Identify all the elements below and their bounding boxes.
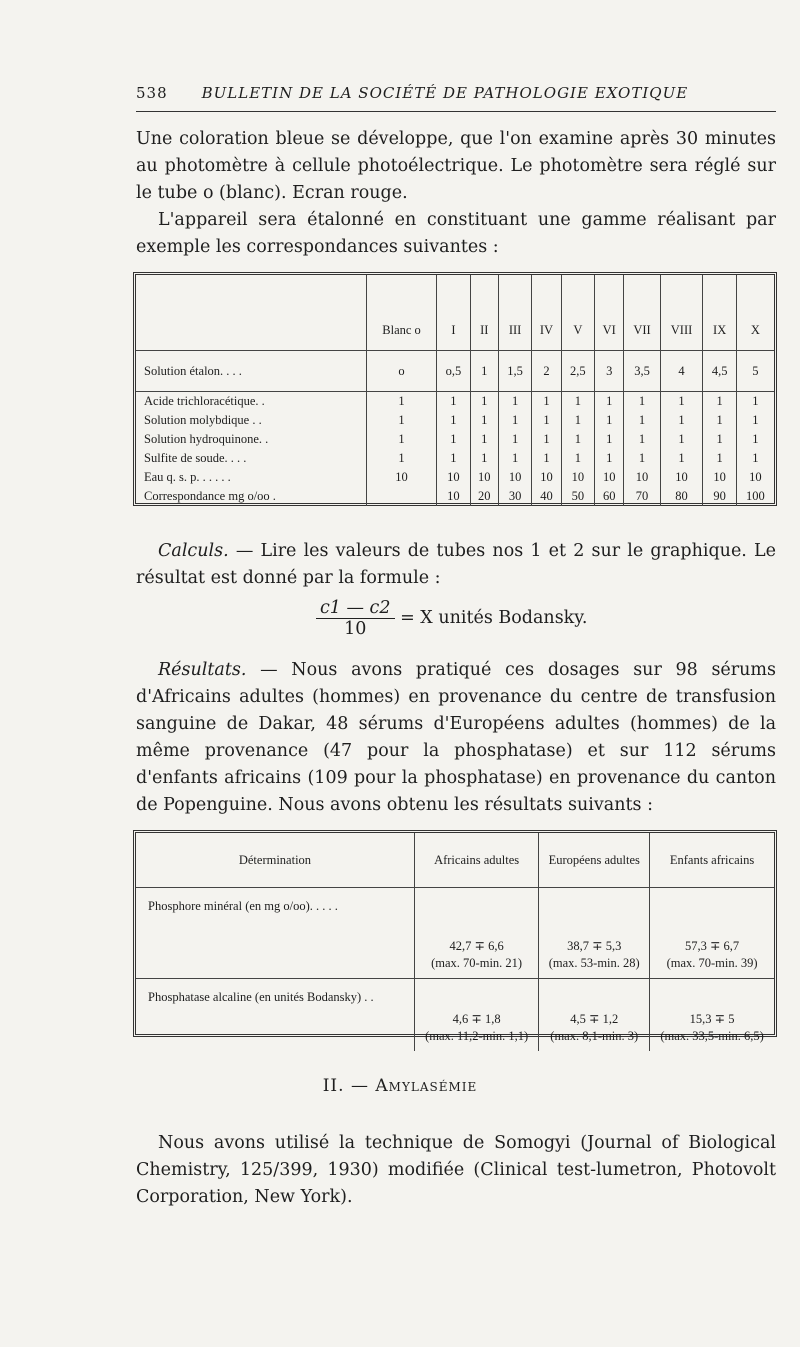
table-cell: 1 — [561, 411, 594, 430]
table-cell: 5 — [736, 351, 774, 392]
section-number: II. — [322, 1076, 345, 1096]
table-cell: 1 — [595, 430, 624, 449]
table-cell: 10 — [595, 468, 624, 487]
table-cell: 1 — [437, 449, 470, 468]
mean-value: 15,3 ∓ 5 — [689, 1012, 735, 1026]
paragraph-photometre: Une coloration bleue se développe, que l'on examine après 30 minutes au photomètre à cellule photoélectrique. Le photomètre sera réglé sur le tube o (blanc). Ecran rouge. — [136, 129, 776, 203]
table-cell: 1 — [532, 430, 561, 449]
table-cell: 1 — [736, 430, 774, 449]
row-label: Acide trichloracétique. . — [144, 394, 265, 408]
table-cell: 20 — [470, 487, 498, 506]
table-cell: 1 — [561, 430, 594, 449]
column-header: IX — [703, 275, 736, 351]
table-cell: 1 — [498, 392, 531, 412]
row-label: Solution hydroquinone. . — [144, 432, 269, 446]
table-cell: 1 — [498, 411, 531, 430]
table-cell: 1 — [660, 449, 703, 468]
calibration-table — [133, 272, 777, 506]
table-cell: 10 — [532, 468, 561, 487]
table-cell: 1 — [561, 392, 594, 412]
table-cell: 1 — [470, 392, 498, 412]
table-row — [136, 392, 774, 412]
table-row — [136, 411, 774, 430]
table-cell: 1 — [703, 411, 736, 430]
table-cell: 1 — [703, 430, 736, 449]
table-cell: 1 — [624, 449, 660, 468]
table-cell: 30 — [498, 487, 531, 506]
result-cell — [650, 888, 774, 979]
table-cell: 1 — [470, 430, 498, 449]
column-header: V — [561, 275, 594, 351]
table-cell: 10 — [498, 468, 531, 487]
table-cell: 1 — [736, 392, 774, 412]
table-cell: 1 — [703, 449, 736, 468]
table-cell: 100 — [736, 487, 774, 506]
bodansky-formula — [316, 598, 587, 639]
paragraph-etalonnage: L'appareil sera étalonné en constituant une gamme réalisant par exemple les correspondances suivantes : — [136, 210, 776, 257]
table-row — [136, 888, 774, 979]
table-cell — [366, 487, 436, 506]
row-label: Correspondance mg o/oo . — [144, 489, 276, 503]
table-cell: 10 — [470, 468, 498, 487]
row-label: Phosphatase alcaline (en unités Bodansky) . . — [148, 990, 374, 1004]
column-header: I — [437, 275, 470, 351]
table-cell: 1 — [532, 411, 561, 430]
table-cell: 1 — [595, 449, 624, 468]
calculs-heading: Calculs. — [158, 541, 229, 561]
table-cell: 1 — [532, 392, 561, 412]
table-cell: 1 — [470, 411, 498, 430]
table-cell: 1 — [498, 430, 531, 449]
column-header: X — [736, 275, 774, 351]
range-value: (max. 70-min. 39) — [666, 956, 758, 970]
running-header — [136, 84, 776, 102]
row-label-header — [136, 275, 366, 351]
table-row — [136, 449, 774, 468]
resultats-heading: Résultats. — [158, 660, 247, 680]
result-cell — [414, 888, 538, 979]
paragraph-calculs — [136, 538, 776, 592]
table-row — [136, 468, 774, 487]
column-header: Blanc o — [366, 275, 436, 351]
table-cell: 1 — [660, 411, 703, 430]
column-header: IV — [532, 275, 561, 351]
table-cell: o — [366, 351, 436, 392]
result-cell — [414, 979, 538, 1052]
table-cell: 90 — [703, 487, 736, 506]
results-table — [133, 830, 777, 1043]
column-header: Détermination — [136, 833, 414, 888]
table-cell: 4 — [660, 351, 703, 392]
table-cell: 1 — [624, 430, 660, 449]
table-cell: 4,5 — [703, 351, 736, 392]
table-cell: 10 — [736, 468, 774, 487]
table-cell: 10 — [624, 468, 660, 487]
table-cell: o,5 — [437, 351, 470, 392]
row-label: Solution molybdique . . — [144, 413, 262, 427]
table-cell: 1 — [595, 411, 624, 430]
result-cell — [650, 979, 774, 1052]
table-cell: 10 — [437, 468, 470, 487]
section-title: Amylasémie — [375, 1076, 478, 1096]
table-cell: 1 — [498, 449, 531, 468]
table-cell: 1 — [703, 392, 736, 412]
table-cell: 1 — [660, 430, 703, 449]
table-cell: 1 — [366, 411, 436, 430]
table-cell: 40 — [532, 487, 561, 506]
result-cell — [539, 888, 650, 979]
mean-value: 38,7 ∓ 5,3 — [567, 939, 622, 953]
table-cell: 1 — [366, 449, 436, 468]
table-cell: 1 — [736, 411, 774, 430]
column-header: III — [498, 275, 531, 351]
formula-denominator: 10 — [344, 619, 367, 639]
table-cell: 1 — [437, 392, 470, 412]
table-cell: 1 — [595, 392, 624, 412]
mean-value: 42,7 ∓ 6,6 — [449, 939, 504, 953]
formula-result: = X unités Bodansky. — [400, 608, 588, 628]
table-cell: 1 — [437, 430, 470, 449]
resultats-text: — Nous avons pratiqué ces dosages sur 98 sérums d'Africains adultes (hommes) en provenance du centre de transfusion sanguine de Dakar, 48 sérums d'Européens adultes (hommes) de la même provenance (47 pour la phosphatase) et sur 112 sérums d'enfants africains (109 pour la phosphatase) en provenance du canton de Popenguine. Nous avons obtenu les résultats suivants : — [136, 660, 776, 815]
range-value: (max. 70-min. 21) — [431, 956, 523, 970]
range-value: (max. 8,1-min. 3) — [550, 1029, 639, 1043]
section-dash: — — [350, 1076, 369, 1096]
column-header: Européens adultes — [539, 833, 650, 888]
table-cell: 60 — [595, 487, 624, 506]
table-cell: 1 — [470, 351, 498, 392]
mean-value: 57,3 ∓ 6,7 — [684, 939, 740, 953]
paragraph-resultats — [136, 657, 776, 819]
table-cell: 10 — [366, 468, 436, 487]
column-header: VIII — [660, 275, 703, 351]
page-number: 538 — [136, 84, 168, 102]
running-title: BULLETIN DE LA SOCIÉTÉ DE PATHOLOGIE EXOTIQUE — [201, 84, 689, 102]
column-header: VI — [595, 275, 624, 351]
table-cell: 1,5 — [498, 351, 531, 392]
column-header: VII — [624, 275, 660, 351]
table-cell: 1 — [437, 411, 470, 430]
table-cell: 3 — [595, 351, 624, 392]
table-cell: 1 — [366, 430, 436, 449]
table-cell: 1 — [366, 392, 436, 412]
calculs-text: — Lire les valeurs de tubes nos 1 et 2 sur le graphique. Le résultat est donné par la formule : — [136, 541, 776, 588]
table-cell: 2 — [532, 351, 561, 392]
table-cell: 10 — [660, 468, 703, 487]
column-header: Enfants africains — [650, 833, 774, 888]
column-header: II — [470, 275, 498, 351]
mean-value: 4,6 ∓ 1,8 — [452, 1012, 501, 1026]
table-cell: 1 — [736, 449, 774, 468]
table-cell: 2,5 — [561, 351, 594, 392]
formula-numerator: c1 — c2 — [316, 598, 395, 619]
table-cell: 1 — [561, 449, 594, 468]
row-label: Solution étalon. . . . — [136, 351, 366, 392]
table-cell: 1 — [624, 392, 660, 412]
table-cell: 1 — [532, 449, 561, 468]
range-value: (max. 33,5-min. 6,5) — [660, 1029, 764, 1043]
table-row — [136, 430, 774, 449]
table-cell: 1 — [470, 449, 498, 468]
row-label: Sulfite de soude. . . . — [144, 451, 247, 465]
paragraph-amylasemie: Nous avons utilisé la technique de Somogyi (Journal of Biological Chemistry, 125/399, 1930) modifiée (Clinical test-lumetron, Photovolt Corporation, New York). — [136, 1133, 776, 1207]
table-row — [136, 979, 774, 1052]
table-cell: 1 — [624, 411, 660, 430]
row-label: Eau q. s. p. . . . . . — [144, 470, 231, 484]
table-cell: 3,5 — [624, 351, 660, 392]
table-row — [136, 487, 774, 506]
table-cell: 80 — [660, 487, 703, 506]
range-value: (max. 53-min. 28) — [548, 956, 640, 970]
table-cell: 70 — [624, 487, 660, 506]
table-cell: 10 — [561, 468, 594, 487]
mean-value: 4,5 ∓ 1,2 — [570, 1012, 619, 1026]
table-cell: 10 — [703, 468, 736, 487]
section-heading — [0, 1076, 800, 1096]
range-value: (max. 11,2-min. 1,1) — [425, 1029, 529, 1043]
result-cell — [539, 979, 650, 1052]
row-label: Phosphore minéral (en mg o/oo). . . . . — [136, 888, 414, 979]
table-cell: 1 — [660, 392, 703, 412]
header-rule — [136, 111, 776, 112]
table-cell: 50 — [561, 487, 594, 506]
table-cell: 10 — [437, 487, 470, 506]
column-header: Africains adultes — [414, 833, 538, 888]
